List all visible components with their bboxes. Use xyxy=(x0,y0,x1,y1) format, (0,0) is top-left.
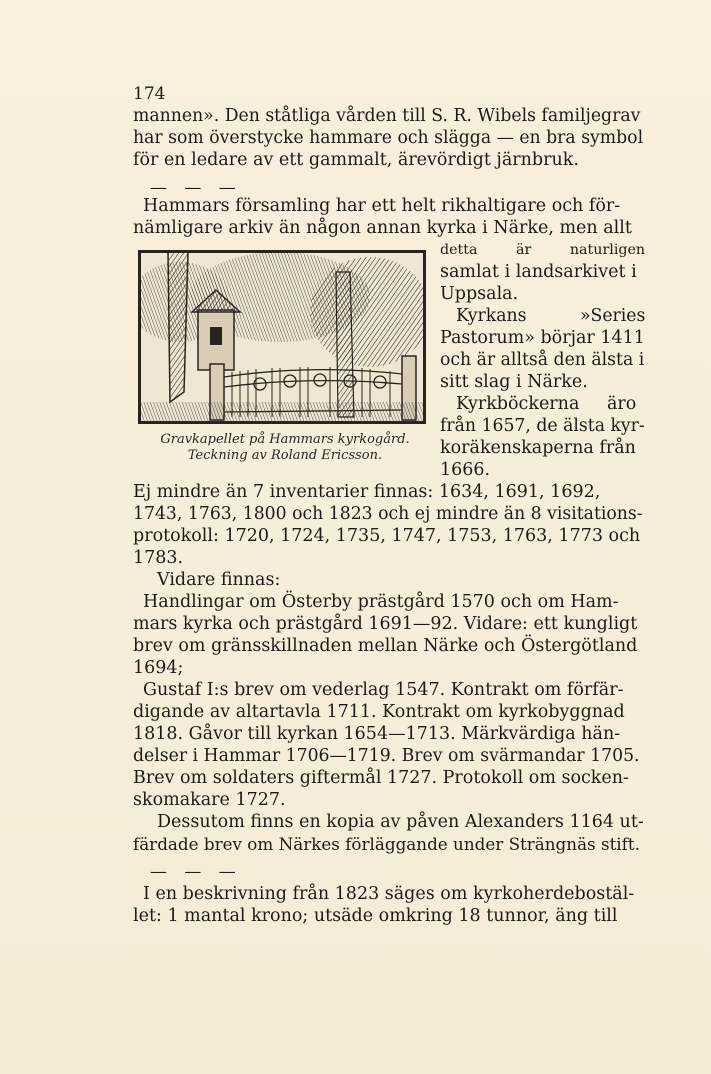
text-line: för en ledare av ett gammalt, ärevördigt järnbruk. xyxy=(133,150,579,170)
text-line: nämligare arkiv än någon annan kyrka i Närke, men allt xyxy=(133,218,632,238)
text-line: 1783. xyxy=(133,548,184,568)
text-line: Ej mindre än 7 inventarier finnas: 1634, 1691, 1692, xyxy=(133,482,601,502)
page-number: 174 xyxy=(133,84,166,104)
section-separator: — — — xyxy=(150,178,242,198)
section-separator: — — — xyxy=(150,862,242,882)
text-line: mars kyrka och prästgård 1691—92. Vidare: ett kungligt xyxy=(133,614,638,634)
text-line: färdade brev om Närkes förläggande under Strängnäs stift. xyxy=(133,834,640,854)
text-line: Dessutom finns en kopia av påven Alexanders 1164 ut- xyxy=(157,812,644,832)
text-line: och är alltså den älsta i xyxy=(440,350,645,370)
text-line: 1694; xyxy=(133,658,184,678)
text-line: detta är naturligen xyxy=(440,242,646,258)
text-line: Handlingar om Österby prästgård 1570 och om Ham- xyxy=(143,592,619,612)
text-line: Brev om soldaters giftermål 1727. Protokoll om socken- xyxy=(133,768,629,788)
chapel-illustration xyxy=(138,250,426,424)
text-line: I en beskrivning från 1823 säges om kyrkoherdebostäl- xyxy=(143,884,635,904)
text-line: Pastorum» börjar 1411 xyxy=(440,328,645,348)
text-line: koräkenskaperna från xyxy=(440,438,636,458)
text-line: brev om gränsskillnaden mellan Närke och Östergötland xyxy=(133,636,638,656)
text-line: digande av altartavla 1711. Kontrakt om kyrkobyggnad xyxy=(133,702,625,722)
text-line: 1818. Gåvor till kyrkan 1654—1713. Märkvärdiga hän- xyxy=(133,724,621,744)
text-line: 1666. xyxy=(440,460,491,480)
text-line: från 1657, de älsta kyr- xyxy=(440,416,645,436)
text-line: 1743, 1763, 1800 och 1823 och ej mindre än 8 visitations- xyxy=(133,504,643,524)
text-line: Uppsala. xyxy=(440,284,519,304)
text-line: Gustaf I:s brev om vederlag 1547. Kontrakt om förfär- xyxy=(143,680,624,700)
text-line: let: 1 mantal krono; utsäde omkring 18 tunnor, äng till xyxy=(133,906,618,926)
text-line: Hammars församling har ett helt rikhaltigare och för- xyxy=(143,196,621,216)
text-line: mannen». Den ståtliga vården till S. R. Wibels familjegrav xyxy=(133,106,641,126)
figure-credit: Teckning av Roland Ericsson. xyxy=(187,448,383,463)
text-line: skomakare 1727. xyxy=(133,790,286,810)
text-line: sitt slag i Närke. xyxy=(440,372,588,392)
text-line: Vidare finnas: xyxy=(157,570,281,590)
text-line: Kyrkans »Series xyxy=(456,306,646,326)
figure-caption: Gravkapellet på Hammars kyrkogård. xyxy=(160,432,410,447)
text-line: Kyrkböckerna äro xyxy=(456,394,637,414)
text-line: protokoll: 1720, 1724, 1735, 1747, 1753, 1763, 1773 och xyxy=(133,526,641,546)
text-line: delser i Hammar 1706—1719. Brev om svärmandar 1705. xyxy=(133,746,640,766)
text-line: har som överstycke hammare och slägga — en bra symbol xyxy=(133,128,644,148)
text-line: samlat i landsarkivet i xyxy=(440,262,637,282)
